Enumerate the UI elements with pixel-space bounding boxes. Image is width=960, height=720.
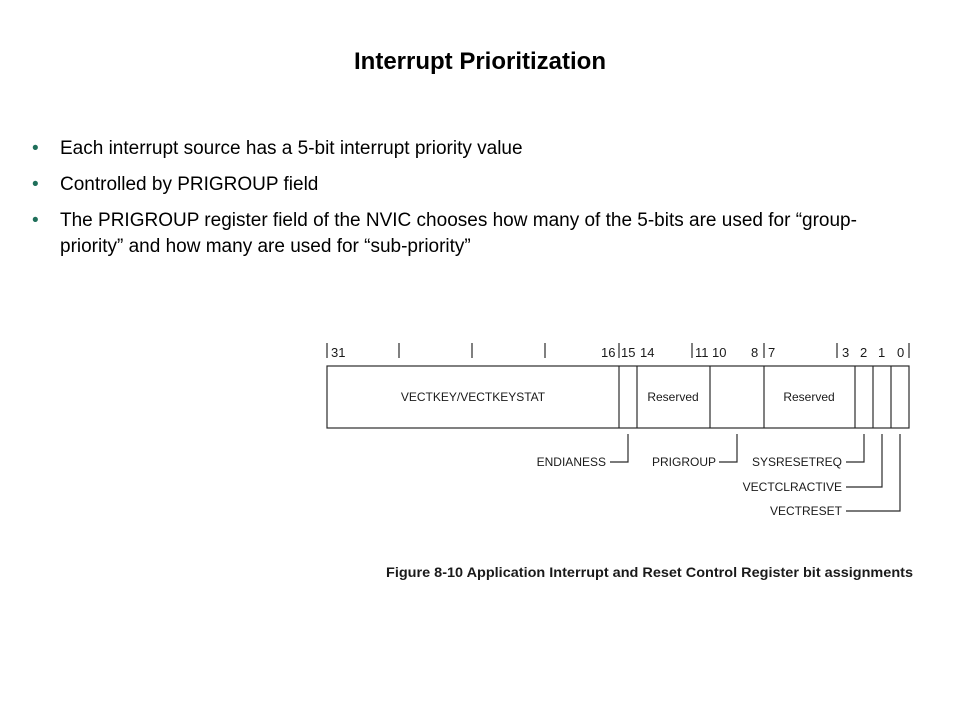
bit-label-31: 31: [331, 345, 346, 360]
bit-label-11: 11: [695, 345, 709, 360]
bullet-text: Each interrupt source has a 5-bit interrupt priority value: [60, 138, 523, 159]
bit-label-16: 16: [601, 345, 616, 360]
bit-label-0: 0: [897, 345, 905, 360]
bit-label-15: 15: [621, 345, 636, 360]
endianess-leader: [610, 434, 628, 462]
bit-label-7: 7: [768, 345, 776, 360]
bullet-dot-icon: •: [32, 174, 39, 195]
bit-label-2: 2: [860, 345, 868, 360]
prigroup-leader: [719, 434, 737, 462]
bullet-text: The PRIGROUP register field of the NVIC chooses how many of the 5-bits are used for “group-priority” and how many are used for “sub-priority”: [60, 210, 857, 257]
sysresetreq-leader: [846, 434, 864, 462]
bullet-dot-icon: •: [32, 210, 39, 231]
field-reserved-high: Reserved: [647, 390, 699, 404]
field-reserved-low: Reserved: [783, 390, 835, 404]
bit-label-10: 10: [712, 345, 727, 360]
field-vectkey: VECTKEY/VECTKEYSTAT: [400, 390, 546, 404]
bullet-dot-icon: •: [32, 138, 39, 159]
vectreset-leader: [846, 434, 900, 511]
figure-caption: Figure 8-10 Application Interrupt and Reset Control Register bit assignments: [386, 565, 913, 580]
bit-label-14: 14: [640, 345, 655, 360]
callout-prigroup: PRIGROUP: [651, 455, 716, 469]
callout-vectreset: VECTRESET: [769, 504, 842, 518]
bit-label-3: 3: [842, 345, 850, 360]
callout-sysresetreq: SYSRESETREQ: [751, 455, 842, 469]
callout-endianess: ENDIANESS: [536, 455, 606, 469]
callout-vectclractive: VECTCLRACTIVE: [742, 480, 842, 494]
bit-label-8: 8: [751, 345, 759, 360]
bullet-text: Controlled by PRIGROUP field: [60, 174, 319, 195]
bit-label-1: 1: [878, 345, 886, 360]
slide-title: Interrupt Prioritization: [354, 48, 606, 75]
